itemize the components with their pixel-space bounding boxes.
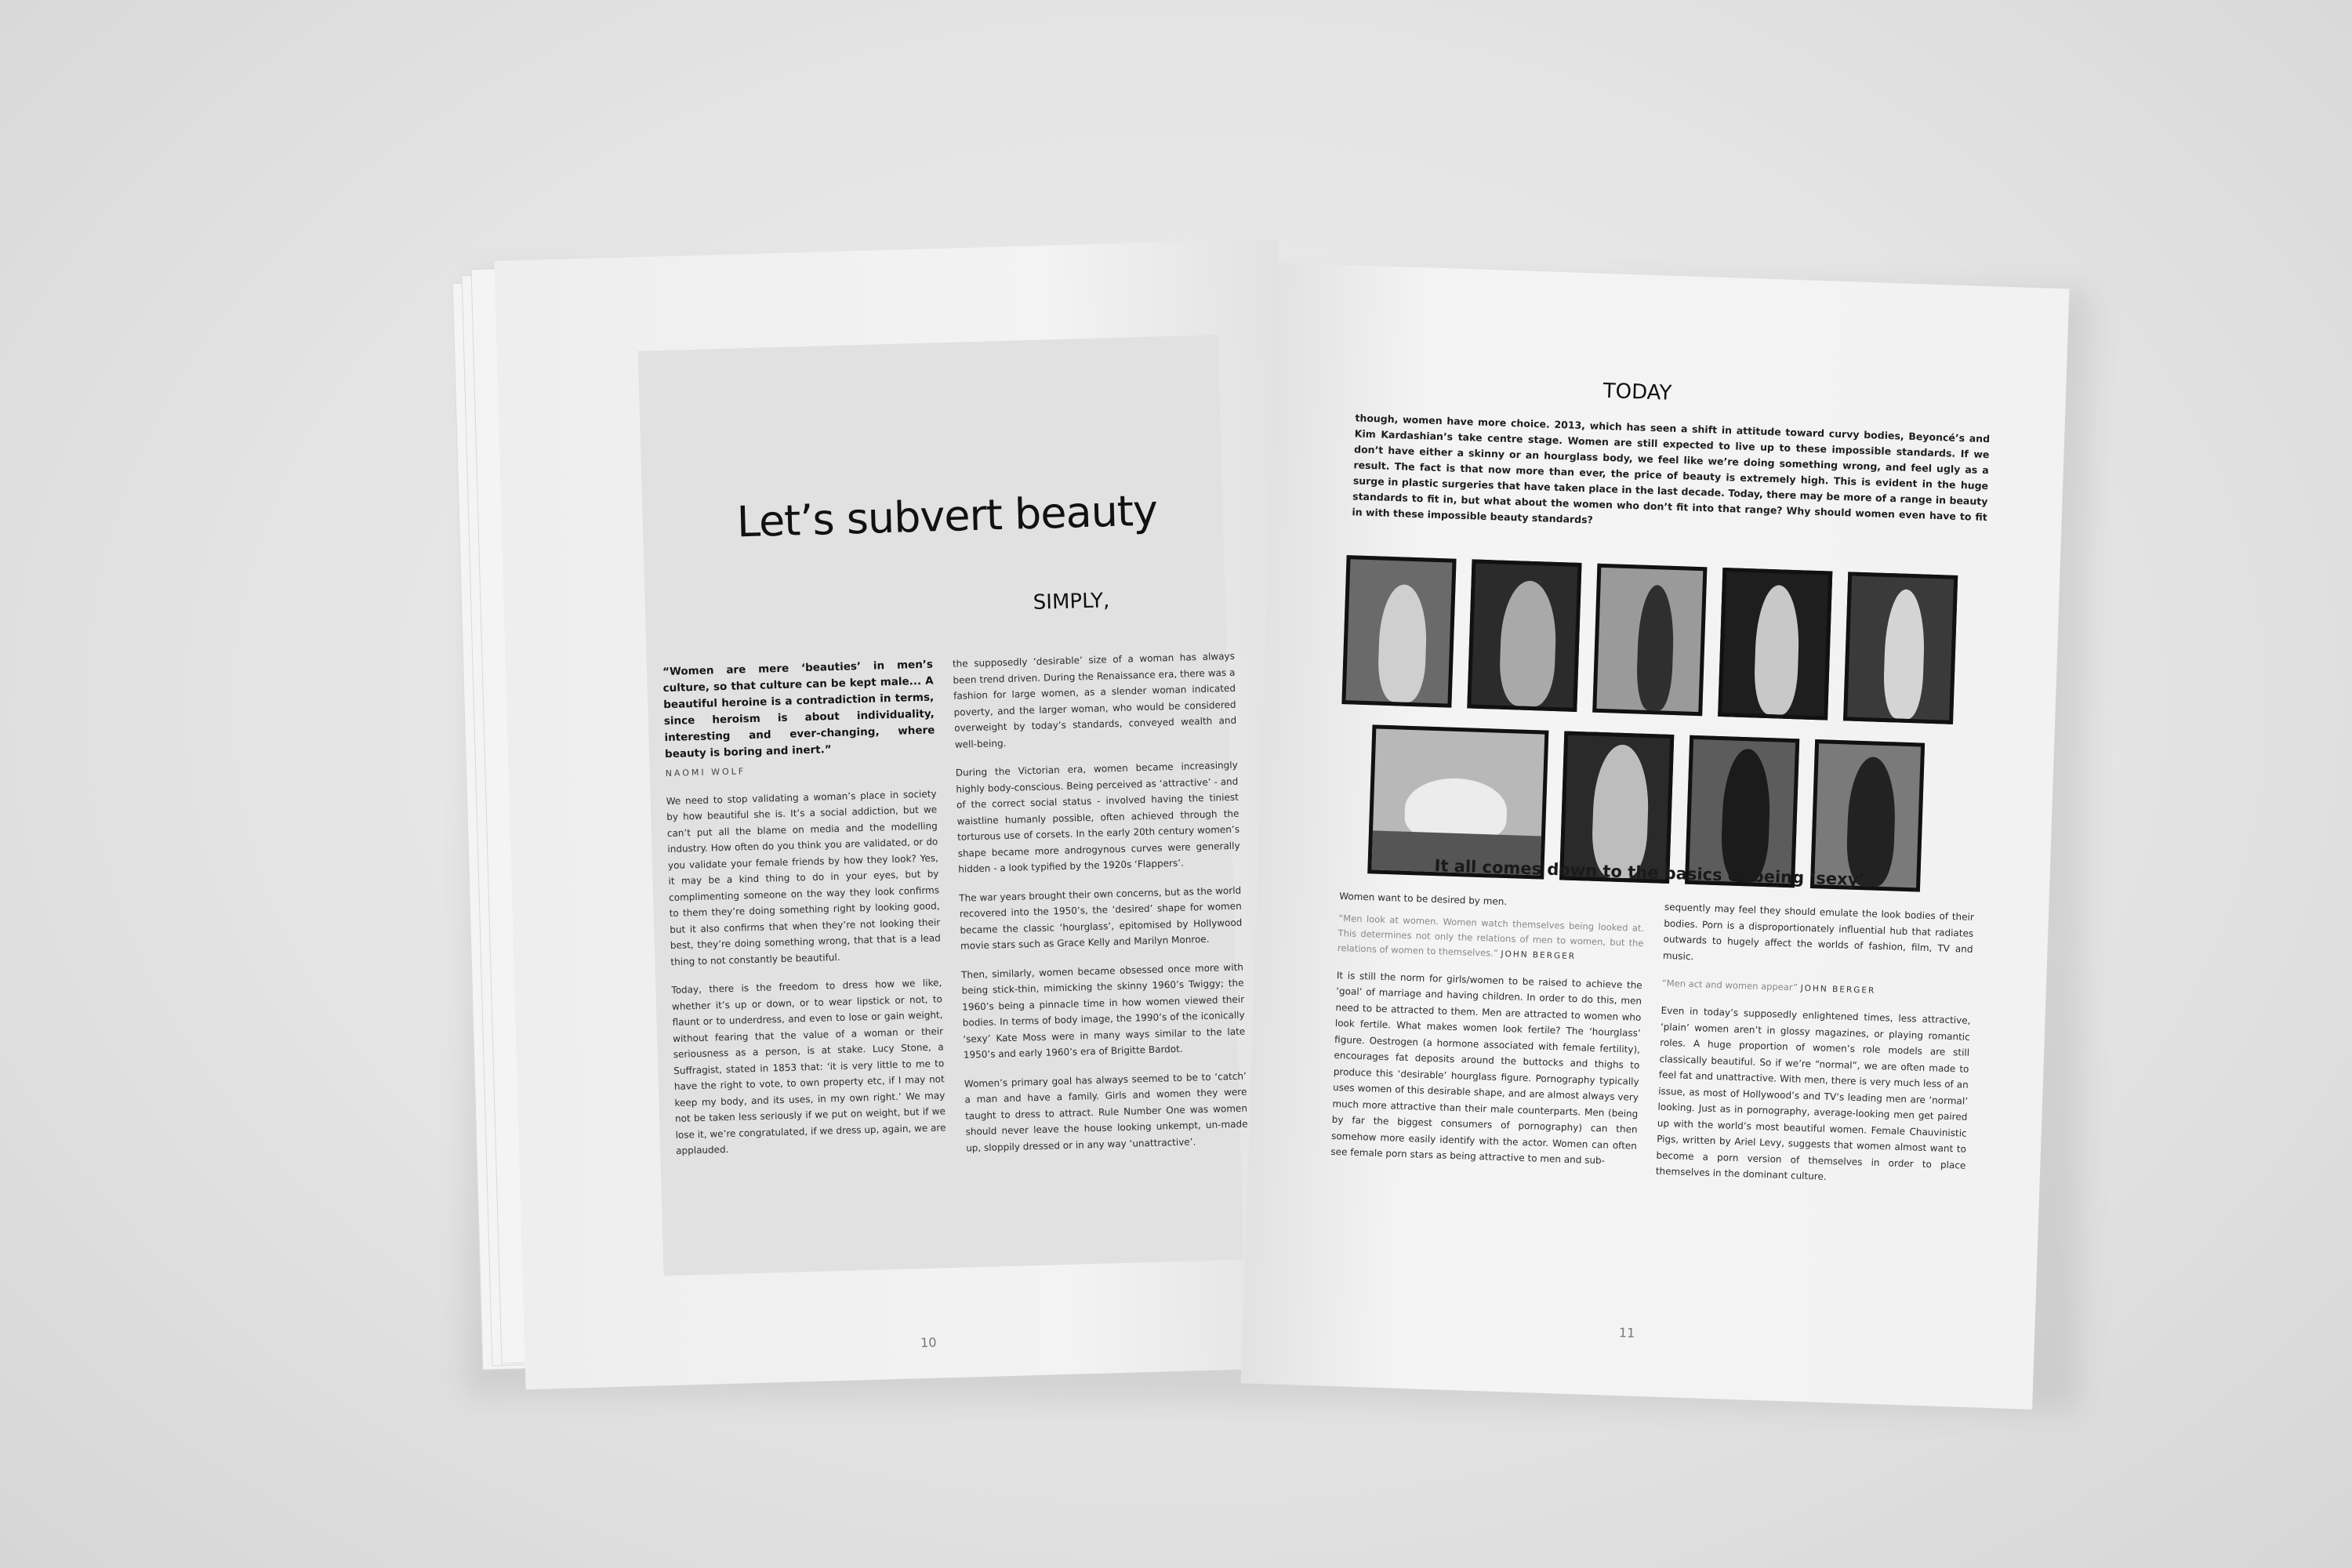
photo [1341, 555, 1456, 708]
intro-paragraph: though, women have more choice. 2013, which has seen a shift in attitude toward curvy bodies, Beyoncé’s and Kim Kardashian’s take centre stage. Women are still expected to live up to these impossible standards. If we don’t have either a skinny or an hourglass body, we feel like we’re doing something wrong, and feel ugly as a result. The fact is that now more than ever, the price of beauty is extremely high. This is evident in the huge surge in plastic surgeries that have taken place in the last decade. Today, there may be more of a range in beauty standards to fit in, but what about the women who don’t fit into that range? Why should women even have to fit in with these impossible beauty standards? [1352, 412, 1991, 526]
photo [1467, 559, 1581, 712]
page-number-right: 11 [1618, 1325, 1635, 1341]
right-page [1241, 263, 2070, 1410]
photo [1843, 572, 1958, 724]
pull-quote: “Women are mere ‘beauties’ in men’s culture, so that culture can be kept male... A beautiful heroine is a contradiction in terms, since heroism is about individuality, interesting and ever-changing, where beauty is boring and inert.” [662, 658, 935, 761]
left-column-2 [953, 648, 1249, 1169]
article-title: Let’s subvert beauty [735, 485, 1158, 547]
photo-caption: It all comes down to the basics of being ‘sexy’ [1434, 856, 1865, 890]
paragraph: The war years brought their own concerns, but as the world recovered into the 1950’s, the ‘desired’ shape for women became the classic ‘hourglass’, epitomised by Hollywood movie stars such as Grace Kelly and Marilyn Monroe. [959, 884, 1243, 952]
section-heading-today: TODAY [1602, 379, 1672, 405]
section-heading-simply: SIMPLY, [1033, 589, 1110, 615]
photo [1718, 568, 1832, 720]
pull-quote-author: NAOMI WOLF [665, 766, 746, 779]
right-column-1 [1330, 888, 1646, 1182]
paragraph: Then, similarly, women became obsessed once more with being stick-thin, mimicking the skinny 1960’s Twiggy; the 1960’s being a pinnacle time in how women viewed their bodies. In terms of body image, the 1990’s of the iconically ‘sexy’ Kate Moss were in many ways similar to the late 1950’s and early 1960’s era of Brigitte Bardot. [960, 961, 1246, 1061]
left-column-1 [662, 657, 947, 1172]
paragraph: We need to stop validating a woman’s place in society by how beautiful she is. It’s a social addiction, but we can’t put all the blame on media and the modelling industry. How often do you think you are validated, or do you validate your female friends by how they look? Yes, it may be a kind thing to do in your eyes, but by complimenting someone on the way they look confirms to them they’re doing something right by looking good, but it also confirms that when they’re not looking their best, they’re doing something wrong, that that is a lead thing to not constantly be beautiful. [666, 787, 941, 967]
lead-line: Women want to be desired by men. [1339, 891, 1508, 908]
paragraph: the supposedly ‘desirable’ size of a woman has always been trend driven. During the Renaissance era, there was a fashion for large women, as a slender woman indicated poverty, and the larger woman, who would be considered overweight by today’s standards, conveyed wealth and well-being. [952, 650, 1237, 750]
quote-text: “Men look at women. Women watch themselves being looked at. This determines not only the relations of men to women, but the relations of women to themselves.” [1337, 912, 1645, 959]
photo-row-top [1341, 555, 1958, 724]
paragraph: It is still the norm for girls/women to be raised to achieve the ‘goal’ of marriage and having children. In order to do this, men need to be attracted to them. Men are attracted to women who look fertile. What makes women look fertile? The ‘hourglass’ figure. Oestrogen (a hormone associated with female fertility), encourages fat deposits around the buttocks and thighs to produce this ‘desirable’ hourglass figure. Pornography typically uses women of this desirable shape, and are almost always very much more attractive than their male counterparts. Men (being by far the biggest consumers of pornography) can then somehow more easily identify with the actor. Women can often see female porn stars as being attractive to men and sub- [1330, 969, 1642, 1167]
quote-author: JOHN BERGER [1800, 983, 1876, 996]
paragraph: During the Victorian era, women became increasingly highly body-conscious. Being perceived as ‘attractive’ - and of the correct social status - involved having the tiniest waistline humanly possible, often achieved through the torturous use of corsets. In the early 20th century women’s shape became more androgynous curves were generally hidden - a look typified by the 1920s ‘Flappers’. [955, 759, 1240, 875]
page-number-left: 10 [920, 1334, 937, 1351]
berger-quote-1 [1338, 911, 1645, 967]
quote-author: JOHN BERGER [1501, 949, 1577, 961]
right-column-2 [1655, 899, 1974, 1202]
paragraph: Women’s primary goal has always seemed to be to ‘catch’ a man and have a family. Girls and women they were taught to dress to attract. Rule Number One was women should never leave the house looking unkempt, un-made up, sloppily dressed or in any way ‘unattractive’. [964, 1070, 1248, 1154]
photo [1592, 564, 1707, 717]
berger-quote-2 [1661, 976, 1971, 1002]
quote-text: “Men act and women appear” [1661, 977, 1798, 993]
paragraph: Today, there is the freedom to dress how we like, whether it’s up or down, or to wear lipstick or not, to flaunt or to underdress, and even to lose or gain weight, without fearing that the value of a woman or their seriousness as a person, is at stake. Lucy Stone, a Suffragist, stated in 1853 that: ‘it is very little to me to have the right to vote, to own property etc, if I may not keep my body, and its uses, in my own right.’ We may not be taken less seriously if we put on weight, but if we lose it, we’re congratulated, if we dress up, again, we are applauded. [671, 977, 946, 1156]
paragraph: Even in today’s supposedly enlightened times, less attractive, ‘plain’ women aren’t in glossy magazines, or playing romantic roles. A huge proportion of women’s role models are still classically beautiful. So if we’re “normal”, we are often made to feel fat and unattractive. With men, there is very much less of an issue, as most of Hollywood’s and TV’s leading men are ‘normal’ looking. Just as in pornography, average-looking men get paired up with the world’s most beautiful women. Female Chauvinistic Pigs, written by Ariel Levy, suggests that women almost want to become a porn version of themselves in order to place themselves in the dominant culture. [1655, 1004, 1971, 1182]
left-page [494, 239, 1309, 1389]
paragraph: sequently may feel they should emulate the look bodies of their bodies. Porn is a disproportionately influential hub that radiates outwards to hugely affect the worlds of fashion, film, TV and music. [1662, 901, 1975, 962]
